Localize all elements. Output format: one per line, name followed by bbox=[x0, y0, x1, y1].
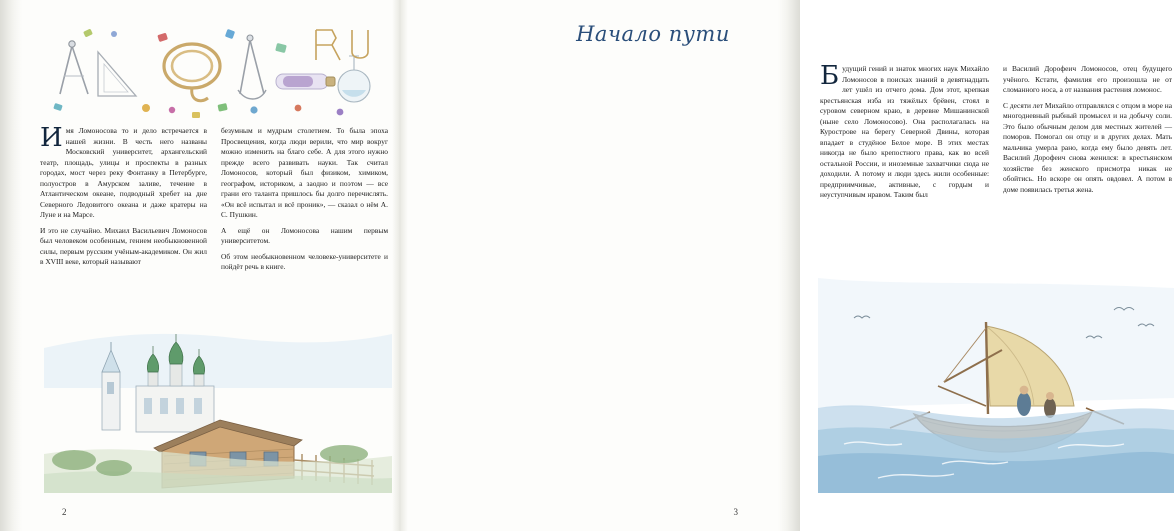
paragraph: С десяти лет Михайло отправлялся с отцом в море на многодневный рыбный промысел и на добычу соли. Это было обычным делом для местных жителей — поморов. Помогал он отцу и в других делах. Мать мальчика умерла рано, когда ему было девять лет. Василий Дорофеич снова женился: в крестьянском хозяйстве без женского присмотра никак не обойтись. Но вскоре он опять овдовел. А потом в доме появилась третья жена. bbox=[1003, 100, 1172, 194]
page-left bbox=[22, 0, 392, 531]
page-right bbox=[408, 0, 1172, 531]
paragraph: и Василий Дорофеич Ломоносов, отец будущего учёного. Кстати, фамилия его произошла не от сломанного носа, а от названия растения ломонос. bbox=[1003, 64, 1172, 95]
paragraph: И это не случайно. Михаил Васильевич Ломоносов был человеком особенным, гением необыкновенной силы, первым русским учёным-академиком. Он жил в XVIII веке, который называют bbox=[40, 225, 207, 267]
right-column-1 bbox=[820, 61, 989, 206]
illustration-northern-village-church-watercolor bbox=[44, 328, 392, 493]
page-edge-left bbox=[0, 0, 22, 531]
paragraph: Будущий гений и знаток многих наук Михайло Ломоносов в поисках знаний в девятнадцать лет ушёл из отчего дома. Дом этот, крепкая крестьянская изба из тяжёлых брёвен, стоял в суровом северном краю, в деревне Мишанинской (ныне село Ломоносово). Она располагалась на Курострове на берегу Северной Двины, которая впадает в студёное Белое море. В этих местах никогда не было крепостного права, как во всей остальной России, и иноземные захватчики сюда не доходили. А потому и люди здесь жили особенные: предприимчивые, активные, с гордым и неуступчивым нравом. Таким был bbox=[820, 61, 989, 200]
page-edge-right bbox=[778, 0, 800, 531]
book-gutter bbox=[392, 0, 408, 531]
paragraph: безумным и мудрым столетием. То была эпоха Просвещения, когда люди верили, что мир вокруг можно изменить на благо себе. А для этого нужно прежде всего развивать науки. Так считал Ломоносов, который был физиком, химиком, географом, историком, а заодно и поэтом — все грани его таланта пришлось бы долго перечислять. «Он всё испытал и всё проник», — сказал о нём А. С. Пушкин. bbox=[221, 126, 388, 220]
paragraph: А ещё он Ломоносова нашим первым университетом. bbox=[221, 225, 388, 246]
illustration-scientific-instruments-still-life bbox=[40, 18, 380, 123]
chapter-title: Начало пути bbox=[576, 22, 730, 46]
illustration-sailing-boat-at-sea-watercolor bbox=[818, 278, 1174, 493]
left-column-2 bbox=[221, 126, 388, 278]
page-number-right: 3 bbox=[733, 507, 738, 517]
left-column-1 bbox=[40, 123, 207, 278]
paragraph: Имя Ломоносова то и дело встречается в нашей жизни. В честь него названы Московский университет, архангельский театр, площадь, улицы и проспекты в разных городах, мост через реку Фонтанку в Петербурге, полуостров в Амурском заливе, течение в Атлантическом океане, подводный хребет на дне Северного Ледовитого океана и даже кратеры на Луне и на Марсе. bbox=[40, 123, 207, 220]
right-column-2 bbox=[1003, 64, 1172, 206]
paragraph: Об этом необыкновенном человеке-университете и пойдёт речь в книге. bbox=[221, 251, 388, 272]
left-page-columns bbox=[40, 123, 388, 278]
right-page-columns bbox=[820, 61, 1172, 206]
page-number-left: 2 bbox=[62, 507, 67, 517]
